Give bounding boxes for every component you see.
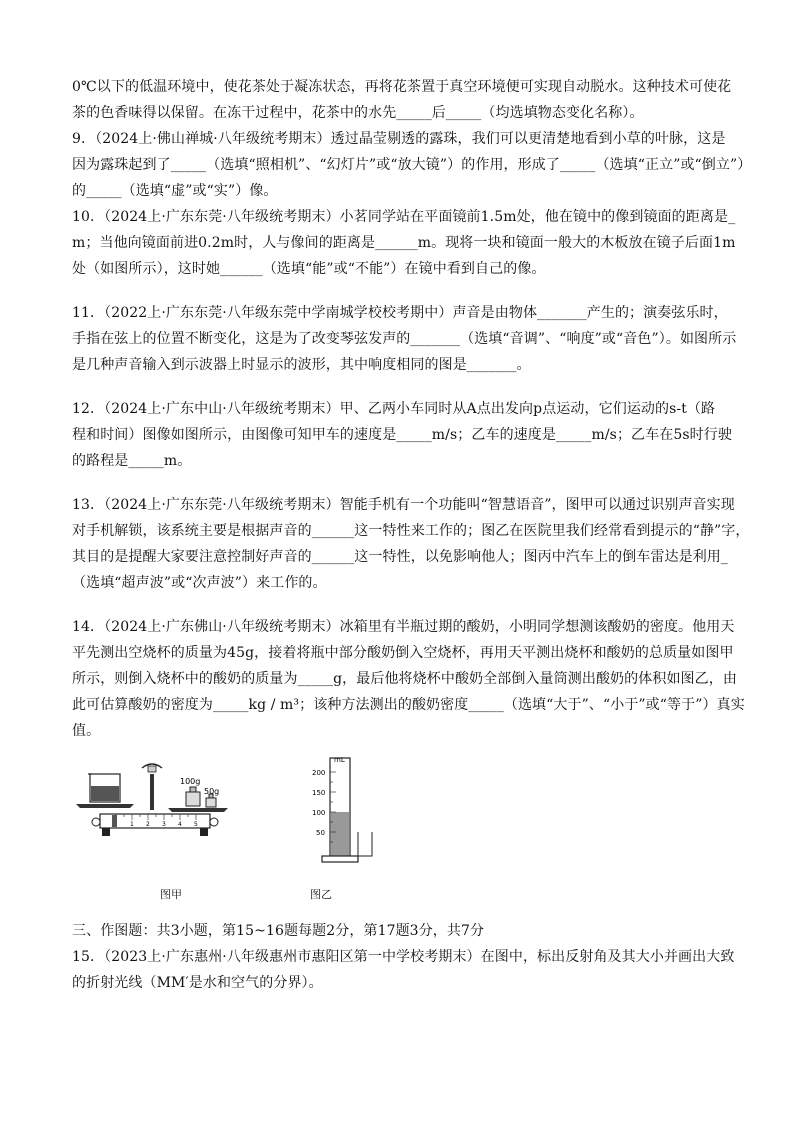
text-line: 的路程是_____m。: [72, 453, 192, 469]
question-12: [72, 396, 732, 474]
question-11: [72, 300, 737, 378]
text-line: 其目的是提醒大家要注意控制好声音的______这一特性，以免影响他人；图丙中汽车上的倒车雷达是利用_: [72, 549, 728, 565]
balance-figure: [72, 758, 232, 878]
scale-tick-label: 1: [130, 821, 134, 828]
rider-icon: [112, 815, 117, 827]
text-line: 10．（2024上·广东东莞·八年级统考期末）小茗同学站在平面镜前1.5m处，他在镜中的像到镜面的距离是_: [72, 209, 736, 225]
text-line: 所示，则倒入烧杯中的酸奶的质量为_____g，最后他将烧杯中酸奶全部倒入量筒测出酸奶的体积如图乙，由: [72, 671, 737, 687]
text-line: 对手机解锁，该系统主要是根据声音的______这一特性来工作的；图乙在医院里我们经常看到提示的“静”字，: [72, 523, 750, 539]
text-line: 茶的色香味得以保留。在冻干过程中，花茶中的水先_____后_____（均选填物态变化名称）。: [72, 105, 644, 121]
weight-100g-icon: [186, 787, 200, 806]
beaker-icon: [88, 774, 120, 802]
text-line: m；当他向镜面前进0.2m时，人与像间的距离是______m。现将一块和镜面一般大的木板放在镜子后面1m: [72, 235, 736, 251]
text-line: 的折射光线（MM′是水和空气的分界）。: [72, 975, 323, 991]
question-10: [72, 204, 736, 282]
cylinder-figure: [294, 752, 384, 872]
small-beaker-icon: [358, 832, 372, 856]
figure-a-caption: 图甲: [160, 888, 182, 901]
q14-figures: [72, 758, 732, 908]
yogurt-fill: [331, 812, 349, 857]
text-line: 12．（2024上·广东中山·八年级统考期末）甲、乙两小车同时从A点出发向p点运动，它们运动的s-t（路: [72, 401, 716, 417]
text-line: 11．（2022上·广东东莞·八年级东莞中学南城学校校考期中）声音是由物体_______产生的；演奏弦乐时，: [72, 305, 728, 321]
cylinder-tick-label: 150: [312, 789, 326, 797]
weight-50g-label: 50g: [204, 787, 220, 796]
scale-tick-label: 4: [178, 821, 182, 828]
scale-tick-label: 2: [146, 821, 150, 828]
cylinder-tick-label: 100: [312, 809, 326, 817]
text-line: 9．（2024上·佛山禅城·八年级统考期末）透过晶莹剔透的露珠，我们可以更清楚地看到小草的叶脉，这是: [72, 131, 726, 147]
text-line: 手指在弦上的位置不断变化，这是为了改变琴弦发声的_______（选填“音调”、“响度”或“音色”）。如图所示: [72, 331, 737, 347]
text-line: 的_____（选填“虚”或“实”）像。: [72, 183, 278, 199]
text-line: 因为露珠起到了_____（选填“照相机”、“幻灯片”或“放大镜”）的作用，形成了_____（选填“正立”或“倒立”）: [72, 157, 752, 173]
cylinder-tick-label: 200: [312, 769, 326, 777]
section-3-heading: 三、作图题：共3小题，第15~16题每题2分，第17题3分，共7分: [72, 923, 485, 939]
question-14: [72, 614, 745, 744]
text-line: 平先测出空烧杯的质量为45g，接着将瓶中部分酸奶倒入空烧杯，再用天平测出烧杯和酸奶的总质量如图甲: [72, 645, 734, 661]
text-line: 15．（2023上·广东惠州·八年级惠州市惠阳区第一中学校考期末）在图中，标出反射角及其大小并画出大致: [72, 949, 735, 965]
question-9: [72, 126, 752, 204]
left-pan: [76, 804, 134, 808]
question-15: [72, 944, 735, 996]
text-line: （选填“超声波”或“次声波”）来工作的。: [72, 575, 327, 591]
text-line: 14．（2024上·广东佛山·八年级统考期末）冰箱里有半瓶过期的酸奶，小明同学想测该酸奶的密度。他用天: [72, 619, 735, 635]
question-13: [72, 492, 750, 596]
text-line: 处（如图所示），这时她______（选填“能”或“不能”）在镜中看到自己的像。: [72, 261, 546, 277]
text-line: 此可估算酸奶的密度为_____kg / m³；该种方法测出的酸奶密度_____（选填“大于”、“小于”或“等于”）真实: [72, 697, 745, 713]
q8-continuation: [72, 74, 732, 126]
text-line: 程和时间）图像如图所示，由图像可知甲车的速度是_____m/s；乙车的速度是_____m/s；乙车在5s时行驶: [72, 427, 732, 443]
weight-100g-label: 100g: [180, 777, 201, 786]
document-page: [72, 74, 752, 996]
right-pan: [168, 808, 228, 812]
scale-tick-label: 3: [162, 821, 166, 828]
text-line: 是几种声音输入到示波器上时显示的波形，其中响度相同的图是_______。: [72, 357, 531, 373]
cylinder-unit-label: mL: [334, 756, 345, 764]
text-line: 值。: [72, 723, 101, 739]
figure-b-caption: 图乙: [310, 888, 332, 901]
cylinder-tick-label: 50: [316, 829, 325, 837]
scale-tick-label: 5: [194, 821, 198, 828]
text-line: 13．（2024上·广东东莞·八年级统考期末）智能手机有一个功能叫“智慧语音”，图甲可以通过识别声音实现: [72, 497, 735, 513]
text-line: 0℃以下的低温环境中，使花茶处于凝冻状态，再将花茶置于真空环境便可实现自动脱水。这种技术可使花: [72, 79, 732, 95]
